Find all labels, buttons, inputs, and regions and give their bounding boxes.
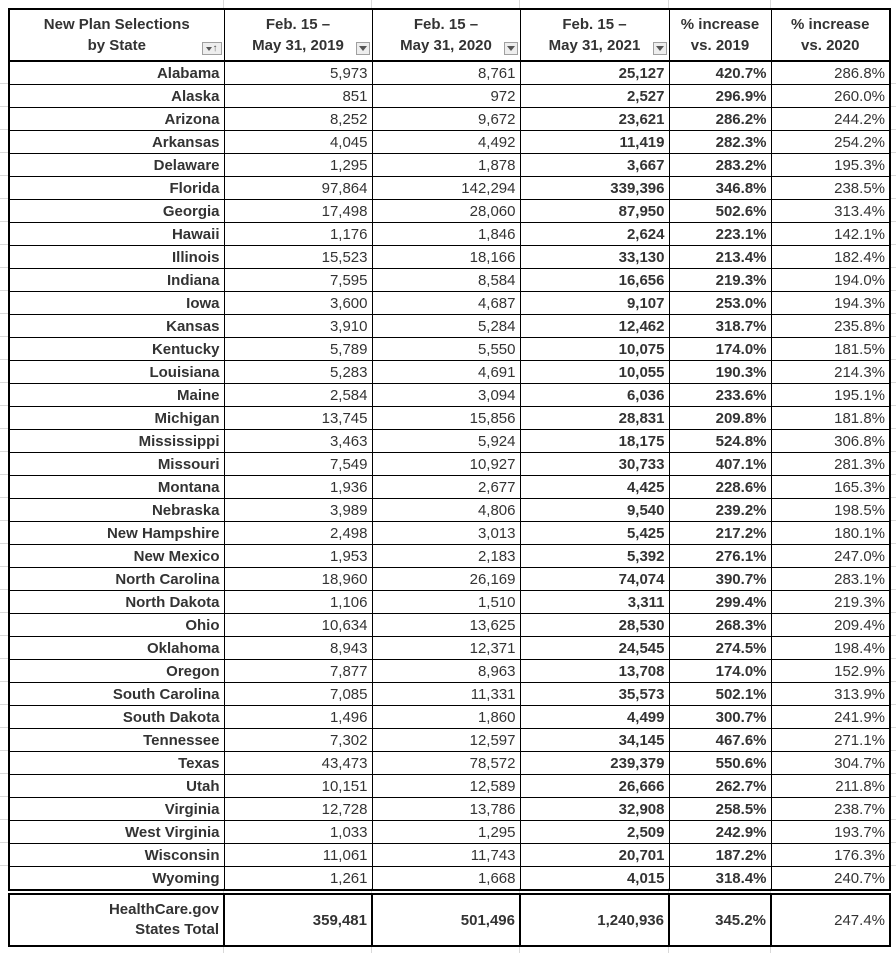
value-2019-cell[interactable]: 10,151 (224, 775, 372, 798)
value-2019-cell[interactable]: 1,176 (224, 223, 372, 246)
value-2020-cell[interactable]: 142,294 (372, 177, 520, 200)
increase-2020-cell[interactable]: 142.1% (771, 223, 890, 246)
table-row (9, 683, 890, 706)
increase-2019-cell[interactable]: 318.4% (669, 867, 771, 891)
state-cell[interactable]: Illinois (9, 246, 224, 269)
value-2019-cell[interactable]: 97,864 (224, 177, 372, 200)
increase-2020-cell[interactable]: 219.3% (771, 591, 890, 614)
table-row (9, 867, 890, 891)
increase-2019-cell[interactable]: 390.7% (669, 568, 771, 591)
state-cell[interactable]: New Mexico (9, 545, 224, 568)
table-row (9, 200, 890, 223)
increase-2020-cell[interactable]: 209.4% (771, 614, 890, 637)
table-row (9, 430, 890, 453)
value-2021-cell[interactable]: 11,419 (520, 131, 669, 154)
table-row (9, 637, 890, 660)
value-2021-cell[interactable]: 87,950 (520, 200, 669, 223)
value-2019-cell[interactable]: 7,595 (224, 269, 372, 292)
increase-2019-cell[interactable]: 502.1% (669, 683, 771, 706)
header-line1: % increase (791, 16, 870, 33)
value-2019-cell[interactable]: 2,584 (224, 384, 372, 407)
increase-2020-cell[interactable]: 244.2% (771, 108, 890, 131)
value-2019-cell[interactable]: 1,936 (224, 476, 372, 499)
increase-2020-cell[interactable]: 241.9% (771, 706, 890, 729)
plan-selections-table (8, 8, 891, 891)
value-2020-cell[interactable]: 5,284 (372, 315, 520, 338)
increase-2020-cell[interactable]: 240.7% (771, 867, 890, 891)
value-2021-cell[interactable]: 20,701 (520, 844, 669, 867)
value-2020-cell[interactable]: 9,672 (372, 108, 520, 131)
header-line1: % increase (680, 16, 760, 33)
value-2019-cell[interactable]: 11,061 (224, 844, 372, 867)
value-2020-cell[interactable]: 1,295 (372, 821, 520, 844)
increase-2020-cell[interactable]: 281.3% (771, 453, 890, 476)
value-2020-cell[interactable]: 11,743 (372, 844, 520, 867)
table-row (9, 131, 890, 154)
state-cell[interactable]: Alaska (9, 85, 224, 108)
value-2019-cell[interactable]: 851 (224, 85, 372, 108)
filter-dropdown-button[interactable] (653, 42, 667, 55)
increase-2019-cell[interactable]: 524.8% (669, 430, 771, 453)
table-row (9, 752, 890, 775)
table-row (9, 568, 890, 591)
state-cell[interactable]: Oregon (9, 660, 224, 683)
increase-2020-cell[interactable]: 235.8% (771, 315, 890, 338)
increase-2020-cell[interactable]: 304.7% (771, 752, 890, 775)
table-row (9, 660, 890, 683)
state-cell[interactable]: Ohio (9, 614, 224, 637)
value-2020-cell[interactable]: 4,806 (372, 499, 520, 522)
filter-dropdown-button[interactable] (356, 42, 370, 55)
value-2020-cell[interactable]: 1,510 (372, 591, 520, 614)
value-2019-cell[interactable]: 1,106 (224, 591, 372, 614)
value-2021-cell[interactable]: 35,573 (520, 683, 669, 706)
increase-2019-cell[interactable]: 187.2% (669, 844, 771, 867)
value-2019-cell[interactable]: 4,045 (224, 131, 372, 154)
increase-2020-cell[interactable]: 198.4% (771, 637, 890, 660)
value-2019-cell[interactable]: 7,877 (224, 660, 372, 683)
increase-2020-cell[interactable]: 181.5% (771, 338, 890, 361)
value-2019-cell[interactable]: 13,745 (224, 407, 372, 430)
table-row (9, 223, 890, 246)
state-cell[interactable]: Kansas (9, 315, 224, 338)
value-2020-cell[interactable]: 4,691 (372, 361, 520, 384)
value-2020-cell[interactable]: 8,761 (372, 61, 520, 85)
value-2021-cell[interactable]: 239,379 (520, 752, 669, 775)
table-row (9, 522, 890, 545)
value-2020-cell[interactable]: 3,094 (372, 384, 520, 407)
table-row (9, 729, 890, 752)
value-2021-cell[interactable]: 2,527 (520, 85, 669, 108)
increase-2020-cell[interactable]: 194.3% (771, 292, 890, 315)
state-cell[interactable]: North Dakota (9, 591, 224, 614)
value-2021-cell[interactable]: 32,908 (520, 798, 669, 821)
increase-2019-cell[interactable]: 268.3% (669, 614, 771, 637)
value-2019-cell[interactable]: 2,498 (224, 522, 372, 545)
increase-2019-cell[interactable]: 550.6% (669, 752, 771, 775)
table-row (9, 338, 890, 361)
increase-2020-cell[interactable]: 214.3% (771, 361, 890, 384)
value-2021-cell[interactable]: 3,311 (520, 591, 669, 614)
total-label-cell[interactable] (9, 894, 224, 946)
table-row (9, 269, 890, 292)
state-cell[interactable]: Iowa (9, 292, 224, 315)
value-2021-cell[interactable]: 339,396 (520, 177, 669, 200)
state-cell[interactable]: Wisconsin (9, 844, 224, 867)
increase-2019-cell[interactable]: 318.7% (669, 315, 771, 338)
value-2020-cell[interactable]: 1,846 (372, 223, 520, 246)
value-2019-cell[interactable]: 1,033 (224, 821, 372, 844)
table-body (9, 61, 890, 890)
value-2020-cell[interactable]: 5,550 (372, 338, 520, 361)
value-2019-cell[interactable]: 17,498 (224, 200, 372, 223)
table-row (9, 292, 890, 315)
total-label-line2: States Total (135, 921, 219, 938)
increase-2019-cell[interactable]: 346.8% (669, 177, 771, 200)
state-cell[interactable]: Maine (9, 384, 224, 407)
value-2020-cell[interactable]: 2,183 (372, 545, 520, 568)
increase-2019-cell[interactable]: 242.9% (669, 821, 771, 844)
value-2019-cell[interactable]: 1,261 (224, 867, 372, 891)
column-header-2020[interactable] (372, 9, 520, 61)
value-2019-cell[interactable]: 3,600 (224, 292, 372, 315)
increase-2020-cell[interactable]: 195.3% (771, 154, 890, 177)
increase-2019-cell[interactable]: 283.2% (669, 154, 771, 177)
value-2020-cell[interactable]: 12,371 (372, 637, 520, 660)
increase-2020-cell[interactable]: 254.2% (771, 131, 890, 154)
value-2019-cell[interactable]: 1,496 (224, 706, 372, 729)
value-2021-cell[interactable]: 25,127 (520, 61, 669, 85)
increase-2019-cell[interactable]: 300.7% (669, 706, 771, 729)
state-cell[interactable]: Tennessee (9, 729, 224, 752)
table-row (9, 361, 890, 384)
value-2021-cell[interactable]: 10,055 (520, 361, 669, 384)
value-2019-cell[interactable]: 1,295 (224, 154, 372, 177)
column-header-increase-2019[interactable] (669, 9, 771, 61)
value-2019-cell[interactable]: 3,910 (224, 315, 372, 338)
increase-2020-cell[interactable]: 194.0% (771, 269, 890, 292)
table-row (9, 775, 890, 798)
value-2020-cell[interactable]: 2,677 (372, 476, 520, 499)
state-cell[interactable]: Utah (9, 775, 224, 798)
value-2020-cell[interactable]: 5,924 (372, 430, 520, 453)
state-cell[interactable]: Louisiana (9, 361, 224, 384)
value-2021-cell[interactable]: 34,145 (520, 729, 669, 752)
increase-2020-cell[interactable]: 181.8% (771, 407, 890, 430)
state-cell[interactable]: South Carolina (9, 683, 224, 706)
value-2020-cell[interactable]: 3,013 (372, 522, 520, 545)
value-2019-cell[interactable]: 12,728 (224, 798, 372, 821)
value-2021-cell[interactable]: 4,015 (520, 867, 669, 891)
table-row (9, 499, 890, 522)
table-row (9, 821, 890, 844)
total-increase-2019-cell[interactable]: 345.2% (669, 894, 771, 946)
header-row (9, 9, 890, 61)
value-2021-cell[interactable]: 23,621 (520, 108, 669, 131)
table-row (9, 476, 890, 499)
header-line1: Feb. 15 – (413, 16, 479, 33)
dropdown-triangle-icon (206, 47, 212, 51)
state-cell[interactable]: Hawaii (9, 223, 224, 246)
value-2019-cell[interactable]: 7,302 (224, 729, 372, 752)
increase-2019-cell[interactable]: 217.2% (669, 522, 771, 545)
increase-2020-cell[interactable]: 238.5% (771, 177, 890, 200)
value-2020-cell[interactable]: 11,331 (372, 683, 520, 706)
increase-2020-cell[interactable]: 211.8% (771, 775, 890, 798)
increase-2019-cell[interactable]: 299.4% (669, 591, 771, 614)
sort-asc-filter-button[interactable] (202, 42, 222, 55)
value-2021-cell[interactable]: 16,656 (520, 269, 669, 292)
total-label-line1: HealthCare.gov (108, 901, 219, 918)
value-2020-cell[interactable]: 12,597 (372, 729, 520, 752)
increase-2019-cell[interactable]: 282.3% (669, 131, 771, 154)
value-2021-cell[interactable]: 12,462 (520, 315, 669, 338)
increase-2019-cell[interactable]: 286.2% (669, 108, 771, 131)
increase-2020-cell[interactable]: 180.1% (771, 522, 890, 545)
total-2021-cell[interactable]: 1,240,936 (520, 894, 669, 946)
value-2019-cell[interactable]: 8,252 (224, 108, 372, 131)
table-row (9, 61, 890, 85)
header-line2: May 31, 2021 (548, 37, 641, 54)
increase-2019-cell[interactable]: 174.0% (669, 660, 771, 683)
increase-2020-cell[interactable]: 176.3% (771, 844, 890, 867)
value-2020-cell[interactable]: 8,963 (372, 660, 520, 683)
table-row (9, 844, 890, 867)
value-2019-cell[interactable]: 1,953 (224, 545, 372, 568)
value-2021-cell[interactable]: 28,831 (520, 407, 669, 430)
column-header-state[interactable] (9, 9, 224, 61)
column-header-2019[interactable] (224, 9, 372, 61)
increase-2020-cell[interactable]: 260.0% (771, 85, 890, 108)
header-line1: Feb. 15 – (265, 16, 331, 33)
table-row (9, 706, 890, 729)
value-2019-cell[interactable]: 43,473 (224, 752, 372, 775)
table-row (9, 154, 890, 177)
state-cell[interactable]: Oklahoma (9, 637, 224, 660)
state-cell[interactable]: Kentucky (9, 338, 224, 361)
total-increase-2020-cell[interactable]: 247.4% (771, 894, 890, 946)
state-cell[interactable]: Alabama (9, 61, 224, 85)
increase-2020-cell[interactable]: 182.4% (771, 246, 890, 269)
value-2021-cell[interactable]: 28,530 (520, 614, 669, 637)
state-cell[interactable]: Arizona (9, 108, 224, 131)
state-cell[interactable]: Georgia (9, 200, 224, 223)
value-2019-cell[interactable]: 18,960 (224, 568, 372, 591)
increase-2019-cell[interactable]: 233.6% (669, 384, 771, 407)
increase-2020-cell[interactable]: 193.7% (771, 821, 890, 844)
value-2020-cell[interactable]: 1,668 (372, 867, 520, 891)
state-cell[interactable]: Missouri (9, 453, 224, 476)
value-2019-cell[interactable]: 8,943 (224, 637, 372, 660)
value-2020-cell[interactable]: 4,687 (372, 292, 520, 315)
increase-2020-cell[interactable]: 313.4% (771, 200, 890, 223)
increase-2019-cell[interactable]: 219.3% (669, 269, 771, 292)
increase-2020-cell[interactable]: 152.9% (771, 660, 890, 683)
dropdown-triangle-icon (507, 46, 515, 51)
value-2020-cell[interactable]: 8,584 (372, 269, 520, 292)
value-2019-cell[interactable]: 5,283 (224, 361, 372, 384)
value-2021-cell[interactable]: 9,540 (520, 499, 669, 522)
value-2019-cell[interactable]: 3,463 (224, 430, 372, 453)
value-2020-cell[interactable]: 15,856 (372, 407, 520, 430)
value-2019-cell[interactable]: 3,989 (224, 499, 372, 522)
increase-2019-cell[interactable]: 467.6% (669, 729, 771, 752)
total-row (9, 894, 890, 946)
value-2021-cell[interactable]: 74,074 (520, 568, 669, 591)
total-2020-cell[interactable]: 501,496 (372, 894, 520, 946)
value-2019-cell[interactable]: 5,973 (224, 61, 372, 85)
increase-2019-cell[interactable]: 239.2% (669, 499, 771, 522)
value-2019-cell[interactable]: 5,789 (224, 338, 372, 361)
value-2021-cell[interactable]: 13,708 (520, 660, 669, 683)
value-2021-cell[interactable]: 5,392 (520, 545, 669, 568)
value-2021-cell[interactable]: 6,036 (520, 384, 669, 407)
state-cell[interactable]: Arkansas (9, 131, 224, 154)
state-cell[interactable]: Montana (9, 476, 224, 499)
value-2020-cell[interactable]: 78,572 (372, 752, 520, 775)
increase-2019-cell[interactable]: 420.7% (669, 61, 771, 85)
increase-2020-cell[interactable]: 313.9% (771, 683, 890, 706)
state-cell[interactable]: Delaware (9, 154, 224, 177)
state-cell[interactable]: Nebraska (9, 499, 224, 522)
value-2021-cell[interactable]: 24,545 (520, 637, 669, 660)
state-cell[interactable]: Wyoming (9, 867, 224, 891)
increase-2019-cell[interactable]: 407.1% (669, 453, 771, 476)
value-2019-cell[interactable]: 10,634 (224, 614, 372, 637)
value-2020-cell[interactable]: 972 (372, 85, 520, 108)
state-cell[interactable]: New Hampshire (9, 522, 224, 545)
value-2020-cell[interactable]: 26,169 (372, 568, 520, 591)
value-2020-cell[interactable]: 12,589 (372, 775, 520, 798)
increase-2020-cell[interactable]: 198.5% (771, 499, 890, 522)
header-line1: Feb. 15 – (562, 16, 627, 33)
value-2020-cell[interactable]: 18,166 (372, 246, 520, 269)
table-row (9, 177, 890, 200)
filter-dropdown-button[interactable] (504, 42, 518, 55)
table-row (9, 614, 890, 637)
state-cell[interactable]: Texas (9, 752, 224, 775)
header-line2: by State (87, 37, 146, 54)
state-cell[interactable]: Florida (9, 177, 224, 200)
table-row (9, 545, 890, 568)
state-cell[interactable]: West Virginia (9, 821, 224, 844)
column-header-2021[interactable] (520, 9, 669, 61)
value-2020-cell[interactable]: 1,860 (372, 706, 520, 729)
increase-2020-cell[interactable]: 271.1% (771, 729, 890, 752)
value-2020-cell[interactable]: 13,625 (372, 614, 520, 637)
table-row (9, 85, 890, 108)
increase-2019-cell[interactable]: 274.5% (669, 637, 771, 660)
increase-2020-cell[interactable]: 165.3% (771, 476, 890, 499)
value-2021-cell[interactable]: 5,425 (520, 522, 669, 545)
table-row (9, 798, 890, 821)
value-2021-cell[interactable]: 2,624 (520, 223, 669, 246)
increase-2019-cell[interactable]: 190.3% (669, 361, 771, 384)
table-row (9, 108, 890, 131)
value-2021-cell[interactable]: 33,130 (520, 246, 669, 269)
value-2021-cell[interactable]: 2,509 (520, 821, 669, 844)
state-cell[interactable]: Michigan (9, 407, 224, 430)
increase-2019-cell[interactable]: 209.8% (669, 407, 771, 430)
value-2020-cell[interactable]: 4,492 (372, 131, 520, 154)
header-line2: May 31, 2019 (252, 37, 344, 54)
increase-2019-cell[interactable]: 174.0% (669, 338, 771, 361)
state-cell[interactable]: Virginia (9, 798, 224, 821)
value-2020-cell[interactable]: 10,927 (372, 453, 520, 476)
value-2021-cell[interactable]: 26,666 (520, 775, 669, 798)
increase-2019-cell[interactable]: 223.1% (669, 223, 771, 246)
increase-2019-cell[interactable]: 502.6% (669, 200, 771, 223)
dropdown-triangle-icon (656, 46, 664, 51)
increase-2020-cell[interactable]: 195.1% (771, 384, 890, 407)
table-row (9, 246, 890, 269)
value-2021-cell[interactable]: 9,107 (520, 292, 669, 315)
increase-2020-cell[interactable]: 283.1% (771, 568, 890, 591)
value-2019-cell[interactable]: 15,523 (224, 246, 372, 269)
table-row (9, 315, 890, 338)
dropdown-triangle-icon (359, 46, 367, 51)
header-line2: May 31, 2020 (400, 37, 492, 54)
increase-2019-cell[interactable]: 228.6% (669, 476, 771, 499)
state-cell[interactable]: North Carolina (9, 568, 224, 591)
table-row (9, 453, 890, 476)
header-line2: vs. 2019 (690, 37, 750, 54)
value-2020-cell[interactable]: 28,060 (372, 200, 520, 223)
increase-2019-cell[interactable]: 253.0% (669, 292, 771, 315)
state-cell[interactable]: South Dakota (9, 706, 224, 729)
increase-2020-cell[interactable]: 238.7% (771, 798, 890, 821)
header-line2: vs. 2020 (801, 37, 860, 54)
total-2019-cell[interactable]: 359,481 (224, 894, 372, 946)
column-header-increase-2020[interactable] (771, 9, 890, 61)
increase-2020-cell[interactable]: 306.8% (771, 430, 890, 453)
value-2019-cell[interactable]: 7,549 (224, 453, 372, 476)
table-row (9, 407, 890, 430)
totals-table (8, 893, 891, 947)
increase-2019-cell[interactable]: 213.4% (669, 246, 771, 269)
sort-ascending-arrow-icon: ↑ (212, 42, 218, 54)
state-cell[interactable]: Indiana (9, 269, 224, 292)
value-2020-cell[interactable]: 1,878 (372, 154, 520, 177)
increase-2019-cell[interactable]: 262.7% (669, 775, 771, 798)
table-row (9, 384, 890, 407)
increase-2019-cell[interactable]: 276.1% (669, 545, 771, 568)
value-2021-cell[interactable]: 30,733 (520, 453, 669, 476)
table-row (9, 591, 890, 614)
state-cell[interactable]: Mississippi (9, 430, 224, 453)
increase-2019-cell[interactable]: 296.9% (669, 85, 771, 108)
value-2021-cell[interactable]: 3,667 (520, 154, 669, 177)
value-2021-cell[interactable]: 18,175 (520, 430, 669, 453)
header-line1: New Plan Selections (43, 16, 190, 33)
value-2021-cell[interactable]: 4,499 (520, 706, 669, 729)
value-2020-cell[interactable]: 13,786 (372, 798, 520, 821)
increase-2020-cell[interactable]: 286.8% (771, 61, 890, 85)
value-2021-cell[interactable]: 10,075 (520, 338, 669, 361)
value-2019-cell[interactable]: 7,085 (224, 683, 372, 706)
increase-2019-cell[interactable]: 258.5% (669, 798, 771, 821)
value-2021-cell[interactable]: 4,425 (520, 476, 669, 499)
increase-2020-cell[interactable]: 247.0% (771, 545, 890, 568)
